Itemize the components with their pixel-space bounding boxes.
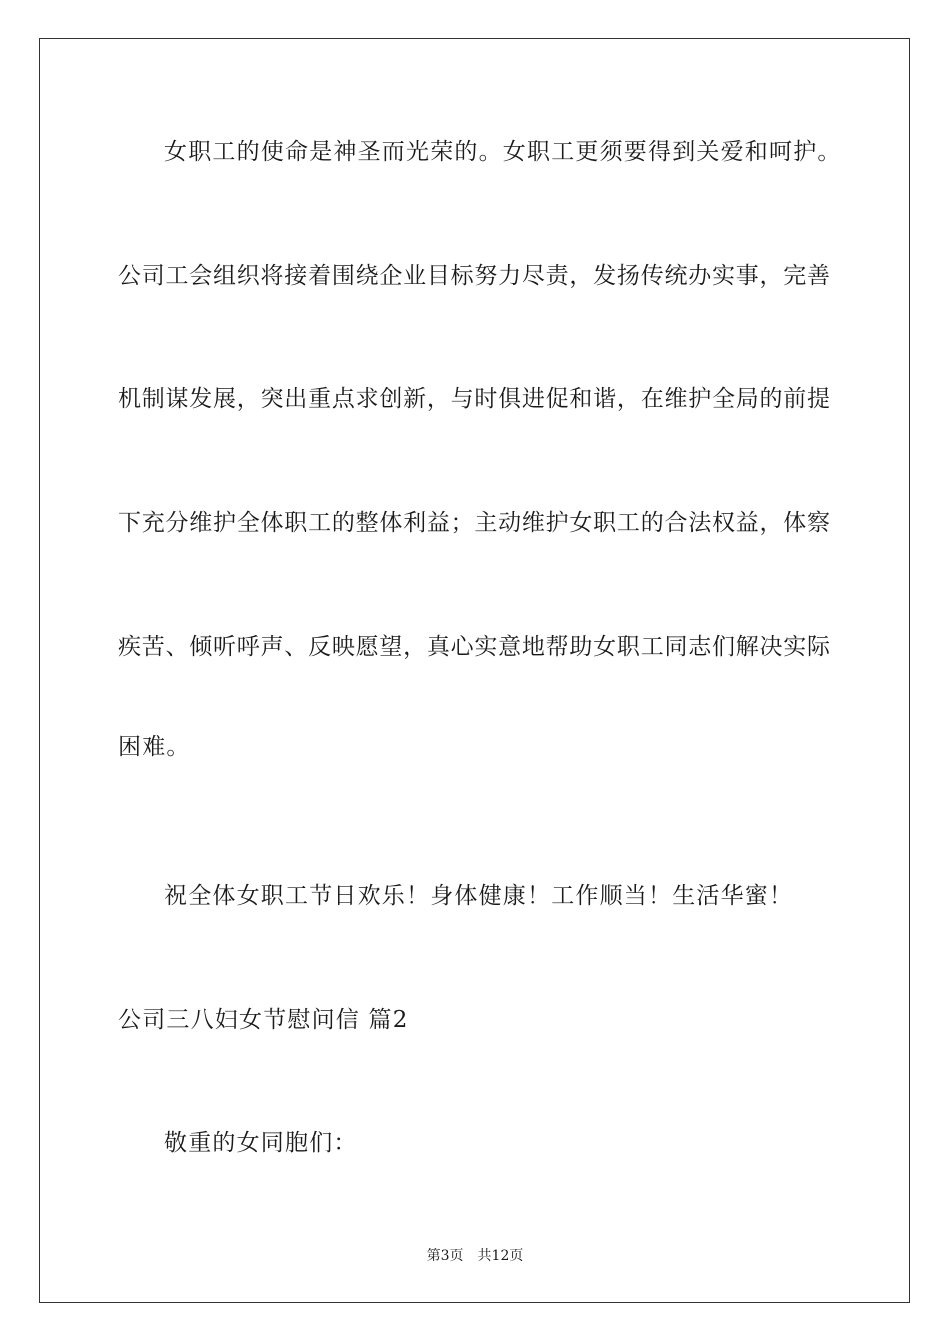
- section-heading: 公司三八妇女节慰问信 篇2: [118, 1007, 409, 1033]
- paragraph-line: 下充分维护全体职工的整体利益；主动维护女职工的合法权益，体察: [118, 510, 830, 536]
- paragraph-line: 女职工的使命是神圣而光荣的。女职工更须要得到关爱和呵护。: [164, 139, 842, 165]
- paragraph-line: 机制谋发展，突出重点求创新，与时俱进促和谐，在维护全局的前提: [118, 386, 830, 412]
- paragraph-line: 困难。: [118, 734, 191, 760]
- page-frame: [39, 38, 910, 1303]
- paragraph-line: 公司工会组织将接着围绕企业目标努力尽责，发扬传统办实事，完善: [118, 263, 830, 289]
- salutation-line: 敬重的女同胞们：: [164, 1130, 358, 1156]
- page-number-footer: 第3页 共12页: [426, 1248, 524, 1264]
- paragraph-line: 疾苦、倾听呼声、反映愿望，真心实意地帮助女职工同志们解决实际: [118, 634, 830, 660]
- blessing-line: 祝全体女职工节日欢乐！身体健康！工作顺当！生活华蜜！: [164, 883, 794, 909]
